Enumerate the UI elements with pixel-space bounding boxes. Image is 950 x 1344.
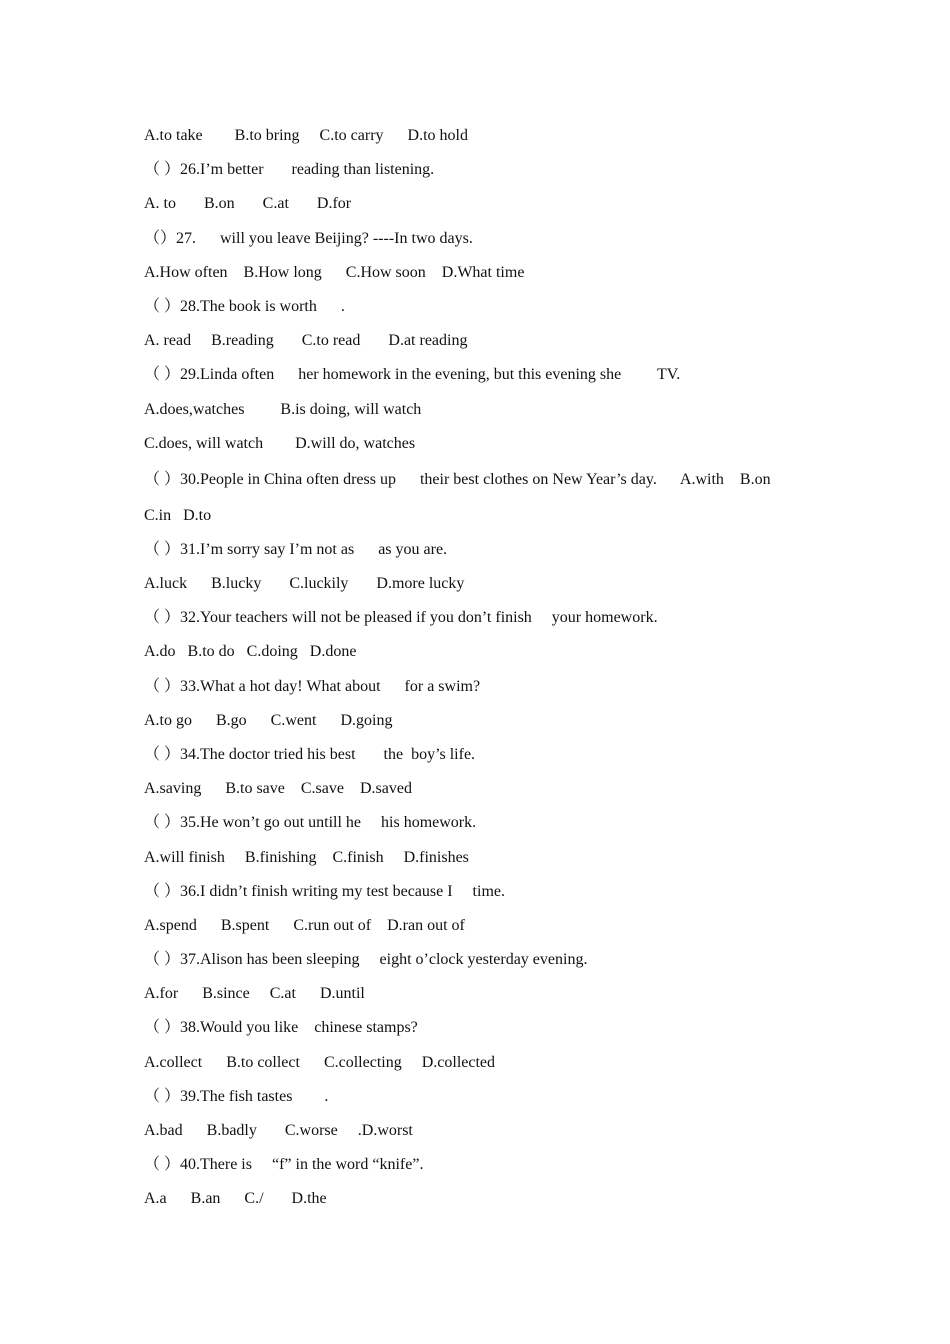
question-30: （ ）30.People in China often dress up their best clothes on New Year’s day. A.with B.on bbox=[144, 470, 771, 488]
question-36: （ ）36.I didn’t finish writing my test because I time. bbox=[144, 882, 505, 900]
question-38: （ ）38.Would you like chinese stamps? bbox=[144, 1019, 418, 1037]
option-line-33: A.to go B.go C.went D.going bbox=[144, 711, 393, 729]
question-35: （ ）35.He won’t go out untill he his homework. bbox=[144, 814, 477, 832]
question-37: （ ）37.Alison has been sleeping eight o’clock yesterday evening. bbox=[144, 951, 588, 969]
option-line-37: A.for B.since C.at D.until bbox=[144, 985, 365, 1003]
option-line-32: A.do B.to do C.doing D.done bbox=[144, 643, 357, 661]
option-line-29b: C.does, will watch D.will do, watches bbox=[144, 434, 416, 452]
question-27: （）27. will you leave Beijing? ----In two days. bbox=[144, 229, 473, 247]
option-line-34: A.saving B.to save C.save D.saved bbox=[144, 780, 412, 798]
question-26: （ ）26.I’m better reading than listening. bbox=[144, 161, 435, 179]
exam-page bbox=[144, 119, 824, 1217]
option-line-31: A.luck B.lucky C.luckily D.more lucky bbox=[144, 575, 465, 593]
option-line-38: A.collect B.to collect C.collecting D.collected bbox=[144, 1053, 496, 1071]
question-33: （ ）33.What a hot day! What about for a swim? bbox=[144, 677, 481, 695]
question-34: （ ）34.The doctor tried his best the boy’s life. bbox=[144, 745, 476, 763]
option-line-39: A.bad B.badly C.worse .D.worst bbox=[144, 1122, 413, 1140]
question-28: （ ）28.The book is worth . bbox=[144, 297, 345, 315]
option-line-28: A. read B.reading C.to read D.at reading bbox=[144, 332, 468, 350]
question-40: （ ）40.There is “f” in the word “knife”. bbox=[144, 1156, 424, 1174]
question-39: （ ）39.The fish tastes . bbox=[144, 1087, 329, 1105]
question-29: （ ）29.Linda often her homework in the evening, but this evening she TV. bbox=[144, 366, 681, 384]
option-line-25: A.to take B.to bring C.to carry D.to hold bbox=[144, 127, 468, 144]
option-line-29a: A.does,watches B.is doing, will watch bbox=[144, 400, 422, 418]
option-line-26: A. to B.on C.at D.for bbox=[144, 195, 352, 213]
option-line-35: A.will finish B.finishing C.finish D.finishes bbox=[144, 848, 469, 866]
option-line-36: A.spend B.spent C.run out of D.ran out of bbox=[144, 916, 465, 934]
option-line-40: A.a B.an C./ D.the bbox=[144, 1190, 327, 1208]
option-line-27: A.How often B.How long C.How soon D.What time bbox=[144, 263, 525, 281]
question-31: （ ）31.I’m sorry say I’m not as as you are. bbox=[144, 540, 448, 558]
question-32: （ ）32.Your teachers will not be pleased if you don’t finish your homework. bbox=[144, 609, 658, 627]
option-line-30: C.in D.to bbox=[144, 506, 212, 524]
